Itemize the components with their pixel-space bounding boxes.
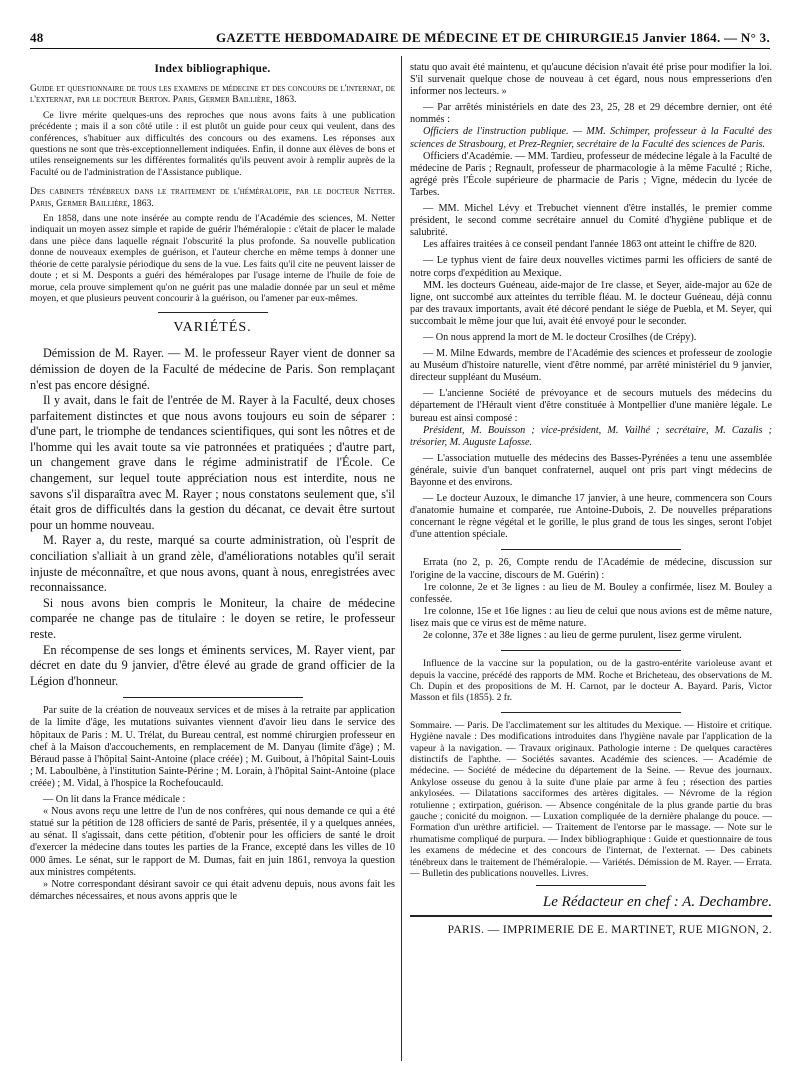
page-header bbox=[30, 30, 770, 49]
news-paragraph: — On lit dans la France médicale : bbox=[43, 794, 186, 806]
footer-rule bbox=[410, 915, 772, 917]
news-paragraph: Officiers d'Académie. — MM. Tardieu, professeur de médecine légale à la Faculté de médecine de Paris ; Regnault, professeur de pharmacologie à la même Faculté ; Riche, agrégé près l'École supérieure de pharmacie de Paris ; Vigne, médecin du lycée de Tarbes. bbox=[410, 150, 772, 198]
book1-title: Guide et questionnaire de tous les examens de médecine et des concours de l'internat, de l'externat, par le docteur Berton. Paris, Germer Baillière, 1863. bbox=[30, 83, 395, 106]
book2-review: En 1858, dans une note insérée au compte rendu de l'Académie des sciences, M. Netter indiquait un moyen assez simple et rapide de guérir l'héméralopie : c'était de placer le malade dans une pièce dans laquelle régnait l'obscurité la plus profonde. Sa nouvelle publication donne de nouveaux exemples de guérison, et l'auteur cherche en même temps à donner une théorie de cette paralysie périodique du sens de la vue. Les faits qu'il cite ne peuvent laisser de doute ; et si M. Desponts a guéri des héméralopes par l'usage interne de l'huile de foie de morue, cela prouve simplement qu'on ne guérit pas une maladie donnée par un seul et même moyen, et que plusieurs peuvent concourir à la guérison, ou l'amener par eux-mêmes. bbox=[30, 213, 395, 304]
news-paragraph: — Le typhus vient de faire deux nouvelles victimes parmi les officiers de santé de notre corps d'expédition au Mexique. bbox=[410, 255, 772, 279]
news-paragraph: Officiers de l'instruction publique. — MM. Schimper, professeur à la Faculté des sciences de Strasbourg, et Prez-Regnier, secrétaire de la Faculté des sciences de Paris. bbox=[410, 126, 772, 150]
news-paragraph: — L'ancienne Société de prévoyance et de secours mutuels des médecins du département de l'Hérault vient d'être constituée à Montpellier d'une manière légale. Le bureau est ainsi composé : bbox=[410, 388, 772, 424]
news-paragraph: » Notre correspondant désirant savoir ce qui était advenu depuis, nous avons fait les démarches nécessaires, et nous avons appris que le bbox=[30, 878, 395, 902]
redacteur-en-chef: Le Rédacteur en chef : A. Dechambre. bbox=[542, 894, 772, 911]
news-paragraph: — Le docteur Auzoux, le dimanche 17 janvier, à une heure, commencera son Cours d'anatomie humaine et comparée, rue Antoine-Dubois, 2. De nouvelles préparations concernant le règne végétal et le gorille, le plus grand de tous les singes, seront l'objet d'une attention spéciale. bbox=[410, 493, 772, 541]
errata-paragraph: Errata (no 2, p. 26, Compte rendu de l'Académie de médecine, discussion sur l'origine de la vaccine, discours de M. Guérin) : bbox=[410, 557, 772, 581]
varietes-paragraph: En récompense de ses longs et éminents services, M. Rayer vient, par décret en date du 9 janvier, d'être élevé au grade de grand officier de la Légion d'honneur. bbox=[30, 642, 395, 688]
varietes-paragraph: M. Rayer a, du reste, marqué sa courte administration, où l'esprit de conciliation s'alliait à un grand zèle, d'améliorations notables qu'il serait injuste de méconnaître, et que nous avons, quant à nous, enregistrées avec reconnaissance. bbox=[30, 533, 395, 595]
imprimerie-line: PARIS. — IMPRIMERIE DE E. MARTINET, RUE MIGNON, 2. bbox=[447, 923, 772, 936]
news-paragraph: Président, M. Bouisson ; vice-président, M. Vailhé ; secrétaire, M. Cazalis ; trésorier, M. Auguste Lafosse. bbox=[410, 424, 772, 448]
book2-title: Des cabinets ténébreux dans le traitement de l'héméralopie, par le docteur Netter. Paris, Germer Baillière, 1863. bbox=[30, 186, 395, 209]
news-paragraph: — L'association mutuelle des médecins des Basses-Pyrénées a tenu une assemblée générale, suivie d'un banquet confraternel, auquel ont pris part vingt médecins de Bayonne et des environs. bbox=[410, 452, 772, 488]
journal-title: GAZETTE HEBDOMADAIRE DE MÉDECINE ET DE CHIRURGIE. bbox=[216, 30, 629, 45]
column-divider bbox=[401, 56, 402, 1061]
errata-paragraph: 1re colonne, 2e et 3e lignes : au lieu de M. Bouley a confirmée, lisez M. Bouley a confessée. bbox=[410, 581, 772, 605]
book1-review: Ce livre mérite quelques-uns des reproches que nous avons faits à une publication précédente ; mais il a son côté utile : il est plutôt un guide pour ceux qui veulent, dans des conférences, s'habituer aux difficultés des concours ou des examens. Les réponses aux questions ne sont que très-exceptionnellement indiquées. Enfin, il donne aux élèves de bons et utiles renseignements sur les différentes formalités qu'ils peuvent avoir à remplir auprès de la Faculté ou de l'administration de l'Assistance publique. bbox=[30, 109, 395, 178]
section-rule bbox=[158, 312, 268, 313]
section-rule bbox=[501, 650, 681, 651]
varietes-paragraph: Démission de M. Rayer. — M. le professeur Rayer vient de donner sa démission de doyen de la Faculté de médecine de Paris. Son remplaçant n'est pas encore désigné. bbox=[30, 346, 395, 392]
errata-paragraph: 2e colonne, 37e et 38e lignes : au lieu de germe purulent, lisez germe virulent. bbox=[423, 630, 742, 642]
section-rule bbox=[501, 549, 681, 550]
section-rule bbox=[536, 885, 646, 886]
news-paragraph: MM. les docteurs Guéneau, aide-major de 1re classe, et Seyer, aide-major au 62e de ligne, ont succombé aux atteintes du terrible fléau. M. le docteur Guéneau, déjà connu par des travaux importants, avait été décoré pendant le siége de Puebla, et M. Seyer, qui succombait le même jour que lui, avait été envoyé pour le seconder. bbox=[410, 279, 772, 327]
left-column bbox=[30, 62, 395, 903]
publication-listing: Influence de la vaccine sur la population, ou de la gastro-entérite varioleuse avant et depuis la vaccine, précédé des rapports de MM. Roche et Bricheteau, des observations de M. Ch. Dupin et des propositions de M. H. Carnot, par le docteur A. Bayard. Paris, Victor Masson et fils (1855). 2 fr. bbox=[410, 658, 772, 704]
index-heading: Index bibliographique. bbox=[154, 63, 271, 75]
news-paragraph: « Nous avons reçu une lettre de l'un de nos confrères, qui nous demande ce qui a été statué sur la pétition de 128 officiers de santé de Paris, présentée, il y a quelques années, au sénat. Il s'agissait, dans cette pétition, d'obtenir pour les officiers de santé le droit d'exercer la médecine dans toutes les parties de la France, excepté dans les villes de 10 000 âmes. Le sénat, sur le rapport de M. Dumas, fait en juin 1861, renvoya la question aux ministres compétents. bbox=[30, 806, 395, 878]
varietes-heading: VARIÉTÉS. bbox=[173, 320, 252, 336]
news-paragraph: — On nous apprend la mort de M. le docteur Crosilhes (de Crépy). bbox=[423, 331, 697, 343]
issue-date: 15 Janvier 1864. — N° 3. bbox=[625, 30, 770, 45]
news-paragraph: — M. Milne Edwards, membre de l'Académie des sciences et professeur de zoologie au Muséum d'histoire naturelle, vient d'être nommé, par arrêté ministériel du 9 janvier, directeur suppléant du Muséum. bbox=[410, 348, 772, 384]
varietes-paragraph: Il y avait, dans le fait de l'entrée de M. Rayer à la Faculté, deux choses parfaitement distinctes et que nous avons toujours eu soin de séparer : d'une part, le triomphe de tendances scientifiques, qui sont les nôtres et de l'homme qui les avait toute sa vie patronnées et pratiquées ; d'autre part, un changement grave dans le régime administratif de l'École. Ce changement, sur lequel toute appréciation nous est interdite, nous ne savons s'il disparaîtra avec M. Rayer ; nous constatons seulement que, s'il était gros de difficultés dans la gestion du décanat, ce devait être surtout pour un homme nouveau. bbox=[30, 393, 395, 532]
hospitals-paragraph: Par suite de la création de nouveaux services et de mises à la retraite par application de la limite d'âge, les mutations suivantes viennent d'avoir lieu dans le service des hôpitaux de Paris : M. U. Trélat, du Bureau central, est nommé chirurgien professeur en chef à la Maison d'accouchements, en remplacement de M. Danyau (limite d'âge) ; M. Béraud passe à l'hôpital Saint-Antoine (place créée) ; M. Guibout, à l'hôpital Saint-Louis ; M. Laboulbène, à l'institution Sainte-Périne ; M. Lorain, à l'hôpital Saint-Antoine (place créée) ; M. Vidal, à l'hospice la Rochefoucauld. bbox=[30, 705, 395, 789]
news-paragraph: Les affaires traitées à ce conseil pendant l'année 1863 ont atteint le chiffre de 820. bbox=[423, 239, 757, 251]
right-column bbox=[410, 62, 772, 936]
news-paragraph: — MM. Michel Lévy et Trebuchet viennent d'être installés, le premier comme président, le second comme secrétaire annuel du Comité d'hygiène publique et de salubrité. bbox=[410, 203, 772, 239]
section-rule bbox=[501, 712, 681, 713]
news-paragraph: — Par arrêtés ministériels en date des 23, 25, 28 et 29 décembre dernier, ont été nommés : bbox=[410, 102, 772, 126]
section-rule bbox=[123, 697, 303, 698]
varietes-paragraph: Si nous avons bien compris le Moniteur, la chaire de médecine comparée ne change pas de titulaire : le doyen se retire, le professeur reste. bbox=[30, 595, 395, 641]
page-number: 48 bbox=[30, 30, 44, 45]
news-paragraph: statu quo avait été maintenu, et qu'aucune décision n'avait été prise pour modifier la loi. S'il survenait quelque chose de nouveau à cet égard, nous nous empresserions d'en informer nos lecteurs. » bbox=[410, 62, 772, 98]
sommaire: Sommaire. — Paris. De l'acclimatement sur les altitudes du Mexique. — Histoire et critique. Hygiène navale : Des modifications introduites dans l'hygiène navale par l'application de la vapeur à la navigation. — Travaux originaux. Pathologie interne : De quelques caractères distinctifs de l'aphthe. — Sociétés savantes. Académie des sciences. — Académie de médecine. — Société de médecine du département de la Seine. — Revue des journaux. Ankylose osseuse du genou à la suite d'une plaie par arme à feu ; résection des parties ankylosées. — Dilatations sacciformes des artères digitales. — Névrome de la région rotulienne ; extirpation, guérison. — Absence congénitale de la plus grande partie du bras gauche ; conicité du moignon. — Luxation compliquée de la dernière phalange du pouce. — Formation d'un urèthre artificiel. — Traitement de l'entorse par le massage. — Note sur le rhumatisme compliqué de purpura. — Index bibliographique : Guide et questionnaire de tous les examens de médecine et des concours de l'internat, de l'externat. — Des cabinets ténébreux dans le traitement de l'héméralopie. — Variétés. Démission de M. Rayer. — Errata. — Bulletin des publications nouvelles. Livres. bbox=[410, 719, 772, 880]
errata-paragraph: 1re colonne, 15e et 16e lignes : au lieu de celui que nous avions est de même nature, lisez mais que ce virus est de même nature. bbox=[410, 605, 772, 629]
